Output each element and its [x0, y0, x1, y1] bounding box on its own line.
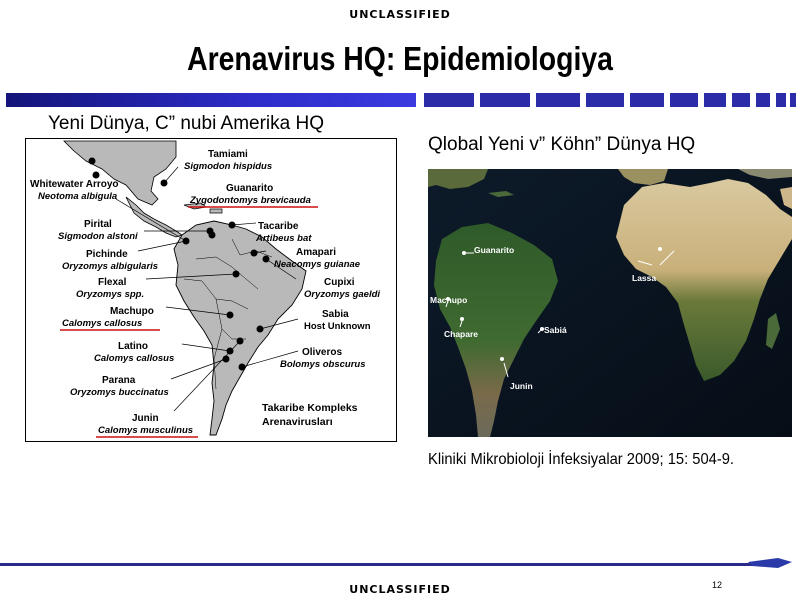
page-number: 12 [712, 580, 723, 590]
host-species: Bolomys obscurus [280, 359, 366, 370]
citation: Kliniki Mikrobioloji İnfeksiyalar 2009; 15: 504-9. [428, 451, 735, 468]
slide-title: Arenavirus HQ: Epidemiologiya [187, 40, 613, 77]
global-satellite-map [428, 169, 792, 437]
host-species: Neotoma albigula [38, 191, 118, 202]
globe-label-chapare: Chapare [444, 329, 479, 339]
south-america-map-graphic [26, 139, 396, 441]
host-species: Sigmodon hispidus [184, 161, 273, 172]
globe-label-machupo: Machupo [430, 295, 468, 305]
footer-divider [0, 563, 760, 566]
host-species: Oryzomys spp. [76, 289, 145, 300]
globe-label-junin: Junin [510, 381, 533, 391]
footer-arrow-icon [748, 554, 792, 574]
globe-label-sabia: Sabiá [544, 325, 567, 335]
host-species: Calomys callosus [62, 318, 143, 329]
host-species: Calomys callosus [94, 353, 175, 364]
virus-name: Flexal [98, 277, 127, 288]
host-species: Oryzomys albigularis [62, 261, 159, 272]
left-map-caption: Yeni Dünya, C” nubi Amerika HQ [48, 113, 324, 134]
virus-name: Tamiami [208, 149, 248, 160]
host-species: Sigmodon alstoni [58, 231, 138, 242]
virus-name: Cupixi [324, 277, 355, 288]
map-legend-line1: Takaribe Kompleks [262, 402, 358, 414]
south-america-map [25, 138, 397, 442]
virus-name: Pichinde [86, 249, 128, 260]
classification-top: UNCLASSIFIED [349, 8, 451, 21]
virus-name: Parana [102, 375, 136, 386]
host-species: Neacomys guianae [274, 259, 361, 270]
virus-name: Whitewater Arroyo [30, 179, 119, 190]
title-decor-bar [6, 93, 796, 107]
virus-name: Machupo [110, 306, 154, 317]
host-species: Zygodontomys brevicauda [190, 195, 311, 206]
virus-name: Pirital [84, 219, 112, 230]
host-species: Calomys musculinus [98, 425, 194, 436]
right-map-caption: Qlobal Yeni v” Köhn” Dünya HQ [428, 134, 696, 155]
globe-label-guanarito: Guanarito [474, 245, 515, 255]
host-species: Oryzomys gaeldi [304, 289, 381, 300]
virus-name: Guanarito [226, 183, 274, 194]
virus-name: Latino [118, 341, 148, 352]
virus-name: Oliveros [302, 347, 343, 358]
globe-label-lassa: Lassa [632, 273, 657, 283]
virus-name: Tacaribe [258, 221, 299, 232]
virus-name: Sabia [322, 309, 349, 320]
global-satellite-map-graphic [428, 169, 792, 437]
host-species: Host Unknown [304, 321, 371, 332]
host-species: Artibeus bat [256, 233, 312, 244]
host-species: Oryzomys buccinatus [70, 387, 169, 398]
virus-name: Amapari [296, 247, 337, 258]
virus-name: Junin [132, 413, 159, 424]
classification-bottom: UNCLASSIFIED [349, 583, 451, 596]
map-legend-line2: Arenavirusları [262, 416, 333, 428]
